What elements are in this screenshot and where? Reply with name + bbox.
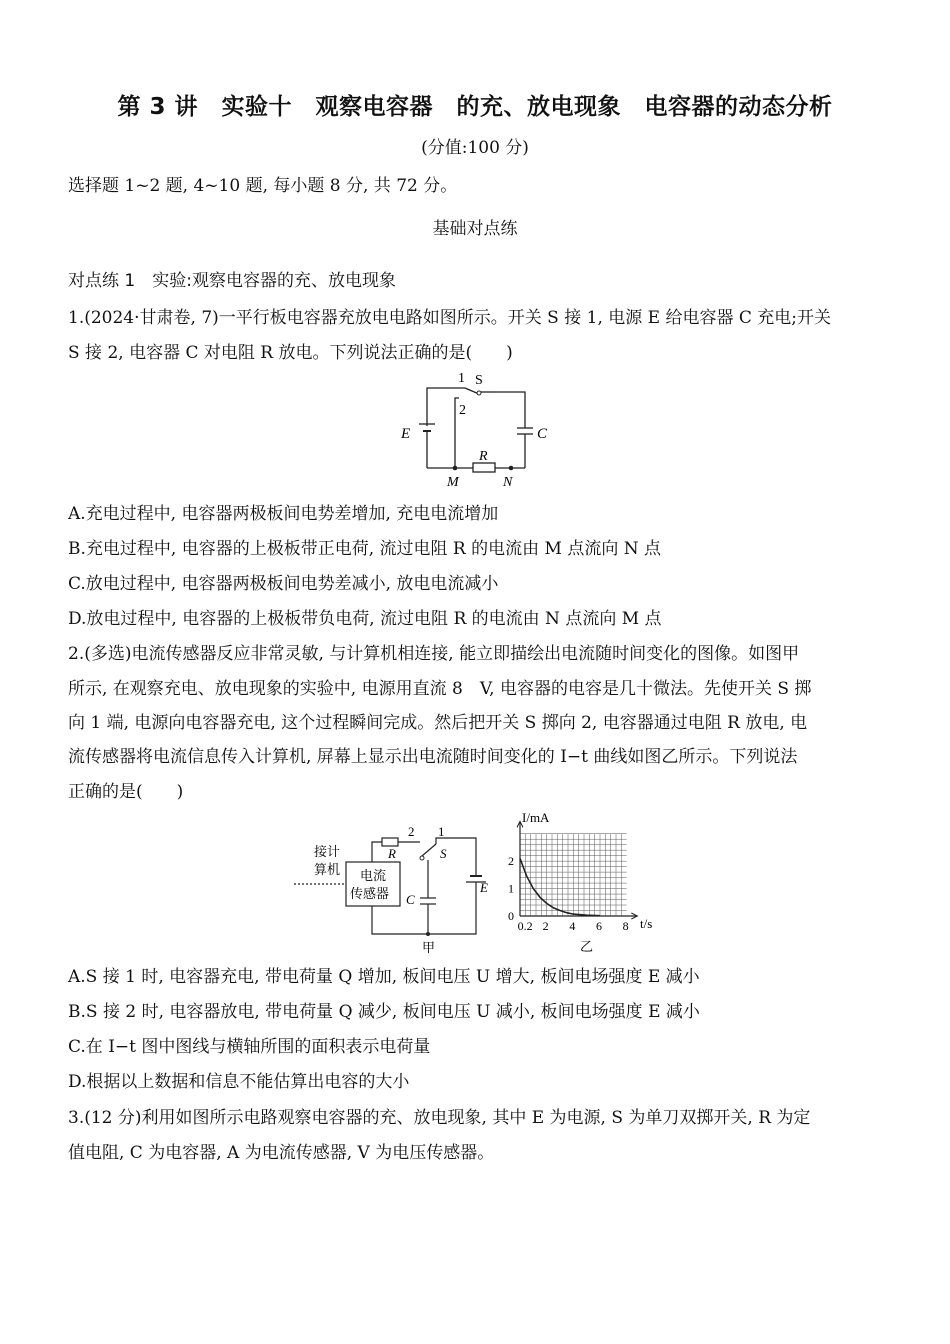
chart-y-tick-label: 1 — [508, 881, 514, 896]
q1-option-d: D.放电过程中, 电容器的上极板带负电荷, 流过电阻 R 的电流由 N 点流向 M 点 — [68, 609, 662, 629]
q2-stem-line2: 所示, 在观察充电、放电现象的实验中, 电源用直流 8 V, 电容器的电容是几十微法。先使开关 S 掷 — [68, 679, 812, 699]
q1-stem-line2: S 接 2, 电容器 C 对电阻 R 放电。下列说法正确的是( ) — [68, 343, 513, 363]
chart-y-tick-label: 2 — [508, 854, 514, 869]
q2-current-time-chart — [500, 808, 670, 956]
chart-caption: 乙 — [580, 939, 594, 954]
chart-x-axis-label: t/s — [640, 916, 653, 931]
q1-option-b: B.充电过程中, 电容器的上极板带正电荷, 流过电阻 R 的电流由 M 点流向 N 点 — [68, 539, 662, 559]
chart-y-tick-label: 0 — [508, 909, 514, 923]
fig2-label-E: E — [480, 880, 488, 895]
score-note: (分值:100 分) — [421, 138, 529, 158]
current-decay-curve — [520, 858, 600, 915]
fig2-label-C: C — [406, 892, 415, 907]
practice-heading: 对点练 1 实验:观察电容器的充、放电现象 — [68, 271, 396, 291]
fig2-label-1: 1 — [438, 824, 445, 839]
fig2-label-S: S — [440, 846, 447, 861]
q2-option-c: C.在 I−t 图中图线与横轴所围的面积表示电荷量 — [68, 1037, 431, 1057]
q1-option-c: C.放电过程中, 电容器两极板间电势差减小, 放电电流减小 — [68, 574, 499, 594]
q2-stem-line4: 流传感器将电流信息传入计算机, 屏幕上显示出电流随时间变化的 I−t 曲线如图乙所示。下列说法 — [68, 747, 798, 767]
q2-stem-line3: 向 1 端, 电源向电容器充电, 这个过程瞬间完成。然后把开关 S 掷向 2, 电容器通过电阻 R 放电, 电 — [68, 713, 808, 733]
q3-stem-line2: 值电阻, C 为电容器, A 为电流传感器, V 为电压传感器。 — [68, 1143, 495, 1163]
fig2-label-R: R — [388, 846, 396, 861]
fig2-sensor-2: 传感器 — [350, 886, 390, 901]
fig1-label-2: 2 — [459, 403, 466, 418]
fig2-label-2: 2 — [408, 824, 415, 839]
chart-y-axis-label: I/mA — [522, 810, 550, 825]
section-heading: 基础对点练 — [432, 219, 518, 239]
fig1-label-E: E — [401, 426, 411, 442]
fig1-label-R: R — [479, 449, 488, 464]
chart-x-tick-label: 6 — [596, 919, 602, 933]
intro-text: 选择题 1~2 题, 4~10 题, 每小题 8 分, 共 72 分。 — [68, 176, 458, 196]
fig1-label-C: C — [537, 426, 548, 442]
q2-stem-line1: 2.(多选)电流传感器反应非常灵敏, 与计算机相连接, 能立即描绘出电流随时间变化的图像。如图甲 — [68, 644, 800, 664]
q1-option-a: A.充电过程中, 电容器两极板间电势差增加, 充电电流增加 — [68, 504, 499, 524]
page-title: 第 3 讲 实验十 观察电容器 的充、放电现象 电容器的动态分析 — [117, 94, 833, 120]
chart-x-tick-label: 0.2 — [517, 919, 533, 933]
fig2-caption: 甲 — [422, 940, 436, 955]
fig2-connect-2: 算机 — [314, 862, 341, 877]
q1-circuit-diagram — [395, 368, 565, 490]
fig1-label-N: N — [503, 475, 513, 490]
chart-x-tick-label: 4 — [569, 919, 576, 933]
chart-x-tick-label: 8 — [622, 919, 629, 933]
q2-stem-line5: 正确的是( ) — [68, 782, 184, 802]
q2-option-a: A.S 接 1 时, 电容器充电, 带电荷量 Q 增加, 板间电压 U 增大, 板间电场强度 E 减小 — [68, 967, 700, 987]
fig1-label-S: S — [475, 373, 483, 388]
q2-option-b: B.S 接 2 时, 电容器放电, 带电荷量 Q 减少, 板间电压 U 减小, 板间电场强度 E 减小 — [68, 1002, 700, 1022]
q3-stem-line1: 3.(12 分)利用如图所示电路观察电容器的充、放电现象, 其中 E 为电源, S 为单刀双掷开关, R 为定 — [68, 1108, 811, 1128]
fig2-connect-1: 接计 — [314, 844, 341, 859]
fig2-sensor-1: 电流 — [360, 868, 387, 883]
chart-x-tick-label: 2 — [542, 919, 549, 933]
q2-option-d: D.根据以上数据和信息不能估算出电容的大小 — [68, 1072, 410, 1092]
q1-stem-line1: 1.(2024·甘肃卷, 7)一平行板电容器充放电电路如图所示。开关 S 接 1, 电源 E 给电容器 C 充电;开关 — [68, 308, 832, 328]
fig1-label-M: M — [447, 475, 459, 490]
q2-circuit-diagram — [290, 820, 500, 955]
fig1-label-1: 1 — [458, 371, 465, 386]
